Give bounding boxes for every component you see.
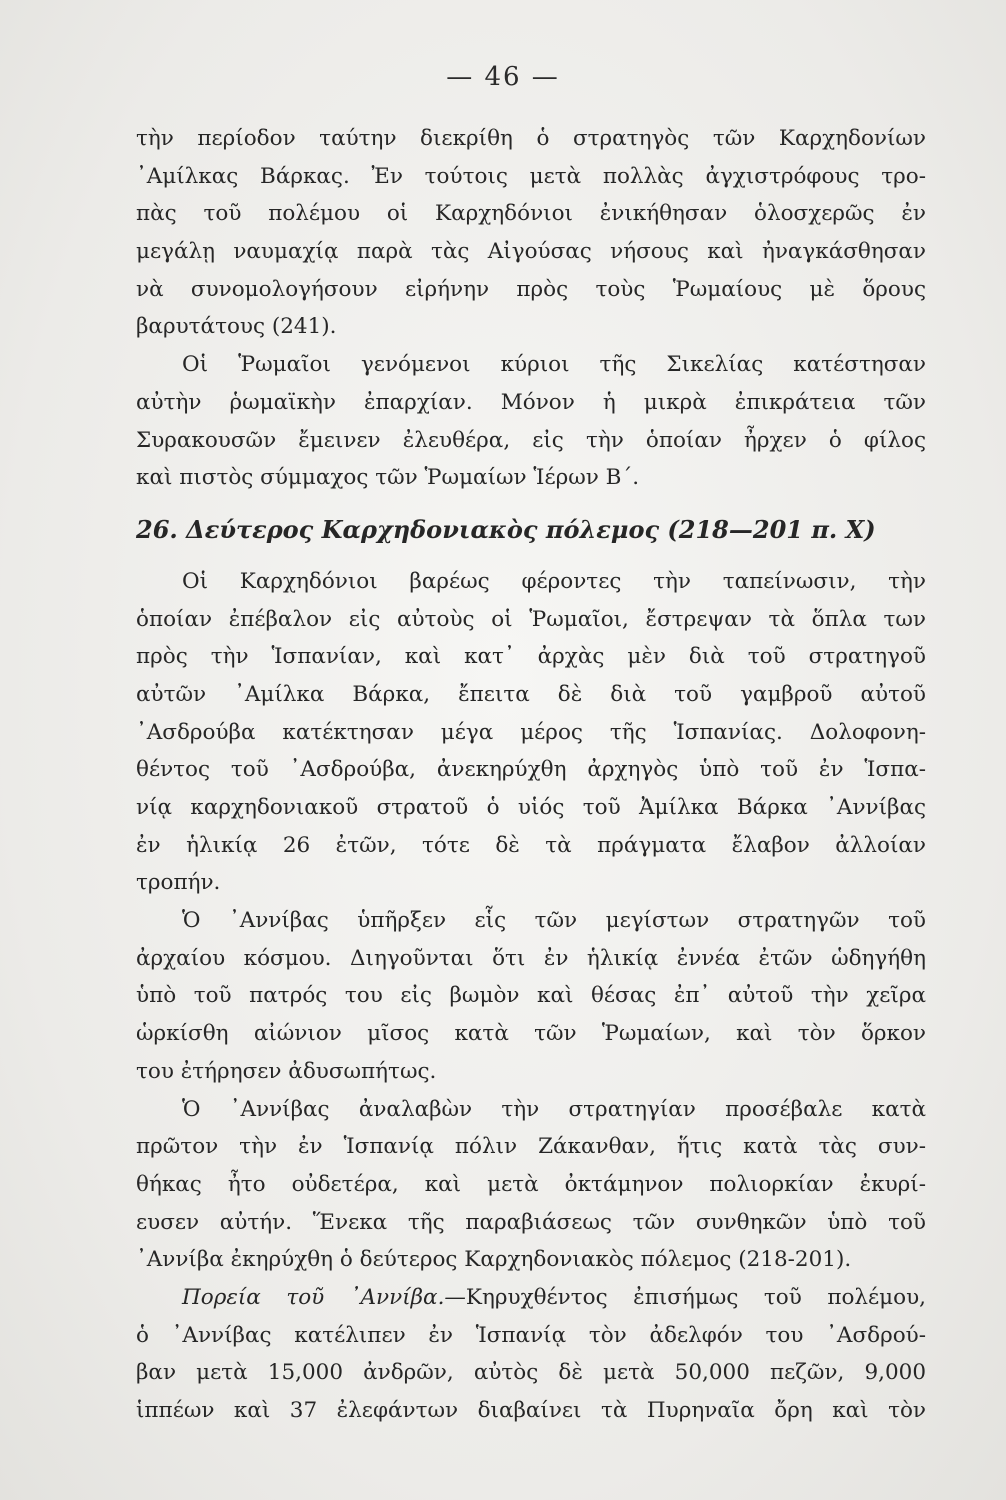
- text-line: βαρυτάτους (241).: [136, 314, 337, 340]
- text-line: ὁποίαν ἐπέβαλον εἰς αὐτοὺς οἱ Ῥωμαῖοι, ἔστρεψαν τὰ ὅπλα των: [136, 606, 926, 632]
- text-line: πρῶτον τὴν ἐν Ἱσπανίᾳ πόλιν Ζάκανθαν, ἥτις κατὰ τὰς συν-: [136, 1134, 926, 1160]
- paragraph-1: [136, 120, 926, 346]
- page-number: — 46 —: [446, 62, 560, 92]
- text-line: ἱππέων καὶ 37 ἐλεφάντων διαβαίνει τὰ Πυρηναῖα ὄρη καὶ τὸν: [136, 1398, 926, 1423]
- text-line: Οἱ Ῥωμαῖοι γενόμενοι κύριοι τῆς Σικελίας κατέστησαν: [182, 352, 926, 378]
- text-line: πρὸς τὴν Ἱσπανίαν, καὶ κατ᾿ ἀρχὰς μὲν διὰ τοῦ στρατηγοῦ: [136, 644, 926, 670]
- text-line: βαν μετὰ 15,000 ἀνδρῶν, αὐτὸς δὲ μετὰ 50,000 πεζῶν, 9,000: [136, 1360, 926, 1386]
- text-line: του ἐτήρησεν ἀδυσωπήτως.: [136, 1058, 437, 1084]
- text-line: θήκας ἦτο οὐδετέρα, καὶ μετὰ ὀκτάμηνον πολιορκίαν ἐκυρί-: [136, 1171, 926, 1197]
- text-line: πὰς τοῦ πολέμου οἱ Καρχηδόνιοι ἐνικήθησαν ὁλοσχερῶς ἐν: [136, 201, 926, 227]
- text-line: τροπήν.: [136, 870, 221, 896]
- text-line: ὑπὸ τοῦ πατρός του εἰς βωμὸν καὶ θέσας ἐπ᾿ αὐτοῦ τὴν χεῖρα: [136, 983, 926, 1009]
- text-line: Συρακουσῶν ἔμεινεν ἐλευθέρα, εἰς τὴν ὁποίαν ἦρχεν ὁ φίλος: [136, 427, 926, 453]
- section-heading: 26. Δεύτερος Καρχηδονιακὸς πόλεμος (218—201 π. Χ): [136, 514, 876, 544]
- text-line: ευσεν αὐτήν. Ἕνεκα τῆς παραβιάσεως τῶν συνθηκῶν ὑπὸ τοῦ: [136, 1209, 926, 1235]
- text-line: ᾿Ασδρούβα κατέκτησαν μέγα μέρος τῆς Ἱσπανίας. Δολοφονη-: [136, 719, 926, 745]
- paragraph-6: [136, 1279, 926, 1430]
- text-line: αὐτῶν ᾿Αμίλκα Βάρκα, ἔπειτα δὲ διὰ τοῦ γαμβροῦ αὐτοῦ: [136, 681, 926, 707]
- text-line: νίᾳ καρχηδονιακοῦ στρατοῦ ὁ υἱός τοῦ Ἀμίλκα Βάρκα ᾿Αννίβας: [136, 795, 926, 820]
- text-line: αὐτὴν ῥωμαϊκὴν ἐπαρχίαν. Μόνον ἡ μικρὰ ἐπικράτεια τῶν: [136, 389, 926, 415]
- body-text: [136, 120, 926, 1430]
- text-line: ᾿Αμίλκας Βάρκας. Ἐν τούτοις μετὰ πολλὰς ἀγχιστρόφους τρο-: [136, 163, 926, 189]
- paragraph-3: [136, 563, 926, 902]
- text-run: Κηρυχθέντος ἐπισήμως τοῦ πολέμου,: [465, 1284, 926, 1310]
- italic-subheading: Πορεία τοῦ ᾿Αννίβα.—: [182, 1284, 466, 1310]
- paragraph-5: [136, 1091, 926, 1279]
- text-line: ἐν ἡλικίᾳ 26 ἐτῶν, τότε δὲ τὰ πράγματα ἔλαβον ἀλλοίαν: [136, 832, 926, 858]
- text-line: ὡρκίσθη αἰώνιον μῖσος κατὰ τῶν Ῥωμαίων, καὶ τὸν ὅρκον: [136, 1021, 926, 1047]
- text-line: Ὁ ᾿Αννίβας ἀναλαβὼν τὴν στρατηγίαν προσέβαλε κατὰ: [182, 1096, 926, 1122]
- text-line: ὁ ᾿Αννίβας κατέλιπεν ἐν Ἱσπανίᾳ τὸν ἀδελφόν του ᾿Ασδρού-: [136, 1322, 926, 1348]
- text-line: θέντος τοῦ ᾿Ασδρούβα, ἀνεκηρύχθη ἀρχηγὸς ὑπὸ τοῦ ἐν Ἱσπα-: [136, 757, 926, 783]
- text-line: ᾿Αννίβα ἐκηρύχθη ὁ δεύτερος Καρχηδονιακὸς πόλεμος (218-201).: [136, 1247, 852, 1273]
- text-line: μεγάλῃ ναυμαχίᾳ παρὰ τὰς Αἰγούσας νήσους καὶ ἠναγκάσθησαν: [136, 239, 926, 265]
- text-line: Ὁ ᾿Αννίβας ὑπῆρξεν εἷς τῶν μεγίστων στρατηγῶν τοῦ: [182, 908, 926, 934]
- text-line: νὰ συνομολογήσουν εἰρήνην πρὸς τοὺς Ῥωμαίους μὲ ὅρους: [136, 276, 926, 302]
- text-line: τὴν περίοδον ταύτην διεκρίθη ὁ στρατηγὸς τῶν Καρχηδονίων: [136, 126, 926, 151]
- text-line: Οἱ Καρχηδόνιοι βαρέως φέροντες τὴν ταπείνωσιν, τὴν: [182, 568, 926, 594]
- paragraph-4: [136, 902, 926, 1090]
- text-line: ἀρχαίου κόσμου. Διηγοῦνται ὅτι ἐν ἡλικίᾳ ἐννέα ἐτῶν ὡδηγήθη: [136, 945, 926, 971]
- paragraph-2: [136, 346, 926, 497]
- text-line: [136, 1279, 926, 1317]
- text-line: καὶ πιστὸς σύμμαχος τῶν Ῥωμαίων Ἱέρων Β΄.: [136, 465, 640, 491]
